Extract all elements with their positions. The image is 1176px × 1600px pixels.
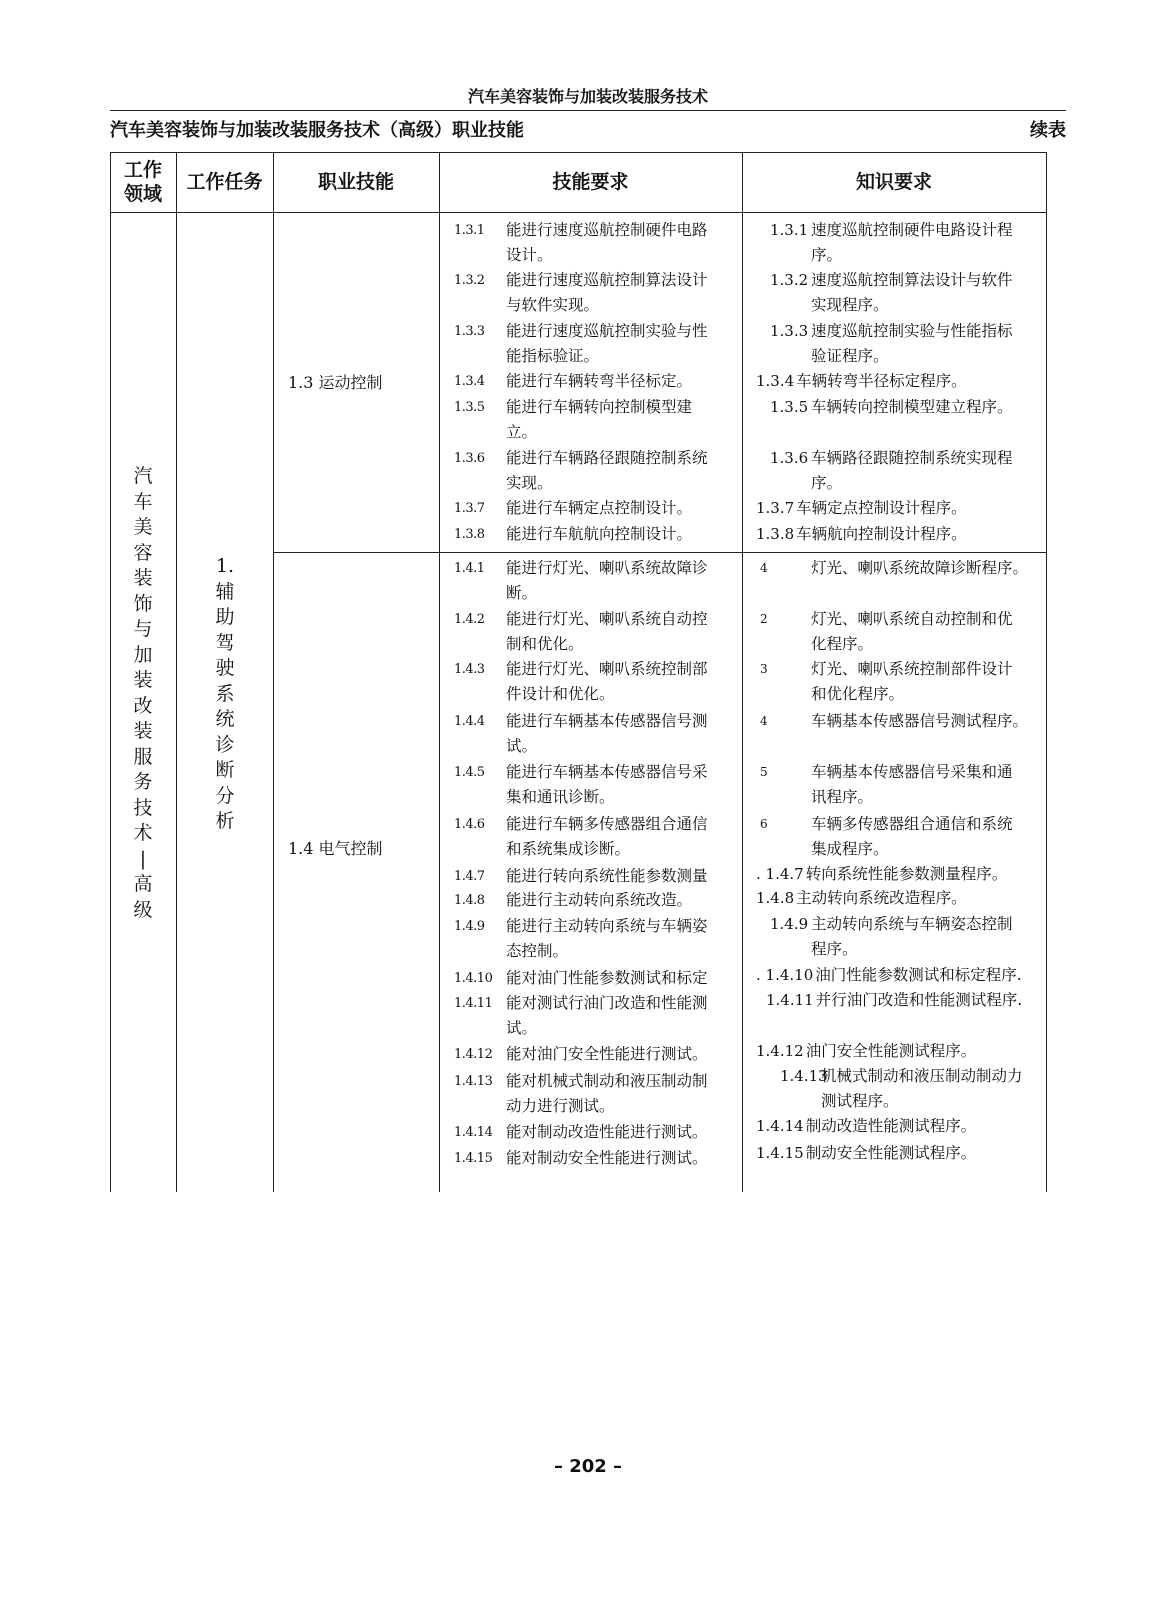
requirement-code: 1.4.1 <box>454 561 485 576</box>
work-domain-char: 服 <box>133 745 153 768</box>
skill-requirement-row <box>454 709 744 759</box>
knowledge-text: 制动安全性能测试程序。 <box>805 1144 977 1162</box>
running-header: 汽车美容装饰与加装改装服务技术 <box>467 87 708 106</box>
knowledge-code: 1.4.12 <box>756 1042 804 1060</box>
knowledge-line: 讯程序。 <box>811 788 874 806</box>
knowledge-code: 1.4.9 <box>770 915 809 933</box>
requirement-line: 能进行车辆路径跟随控制系统 <box>506 449 708 467</box>
work-task-char: 析 <box>215 810 235 832</box>
knowledge-text <box>821 1064 1066 1114</box>
knowledge-code: 1.4.11 <box>766 991 814 1009</box>
requirement-code: 1.4.11 <box>454 996 493 1011</box>
section-divider <box>273 552 1046 553</box>
knowledge-requirement-row <box>756 369 1056 394</box>
work-domain-char: 级 <box>133 898 153 921</box>
knowledge-code: 1.4.14 <box>756 1117 804 1135</box>
requirement-line: 能进行灯光、喇叭系统自动控 <box>506 610 708 628</box>
requirement-text <box>506 319 744 369</box>
knowledge-text <box>811 268 1056 318</box>
knowledge-line: 化程序。 <box>811 635 874 653</box>
requirement-line: 能进行速度巡航控制实验与性 <box>506 322 708 340</box>
requirement-text <box>506 1069 744 1119</box>
skill-requirement-row <box>454 1069 744 1119</box>
requirement-line: 能进行转向系统性能参数测量 <box>506 867 708 885</box>
requirement-line: 能进行主动转向系统与车辆姿 <box>506 917 708 935</box>
work-domain-char: 与 <box>133 618 153 640</box>
requirement-line: 设计。 <box>506 246 553 264</box>
requirement-line: 能进行车辆基本传感器信号采 <box>506 763 708 781</box>
requirement-line: 能进行主动转向系统改造。 <box>506 891 693 909</box>
knowledge-requirement-row <box>756 522 1056 547</box>
knowledge-code: 3 <box>760 662 768 676</box>
work-domain-char: 车 <box>133 490 153 513</box>
knowledge-requirement-row <box>756 912 1056 962</box>
work-domain-char: 饰 <box>133 592 153 615</box>
requirement-code: 1.4.9 <box>454 919 485 934</box>
knowledge-code: 4 <box>760 561 768 575</box>
knowledge-line: 速度巡航控制实验与性能指标 <box>811 322 1013 340</box>
requirement-line: 能对机械式制动和液压制动制 <box>506 1072 708 1090</box>
knowledge-requirement-row <box>756 862 1056 887</box>
requirement-code: 1.3.2 <box>454 273 485 288</box>
requirement-code: 1.4.14 <box>454 1125 493 1140</box>
work-domain-vertical <box>132 464 154 923</box>
requirement-code: 1.3.7 <box>454 501 485 516</box>
knowledge-requirement-row <box>756 657 1056 707</box>
knowledge-requirement-row <box>766 988 1066 1013</box>
requirement-line: 动力进行测试。 <box>506 1097 615 1115</box>
requirement-line: 实现。 <box>506 474 553 492</box>
skill-requirement-row <box>454 319 744 369</box>
work-task-char: 1. <box>215 555 235 577</box>
requirement-line: 能进行车辆定点控制设计。 <box>506 499 693 517</box>
knowledge-text <box>811 218 1056 268</box>
knowledge-code: 1.4.15 <box>756 1144 804 1162</box>
requirement-line: 能进行速度巡航控制算法设计 <box>506 271 708 289</box>
knowledge-code: . 1.4.10 <box>756 966 814 984</box>
work-task-char: 驶 <box>215 657 235 679</box>
skill-requirement-row <box>454 496 744 521</box>
skill-requirement-row <box>454 657 744 707</box>
work-domain-char: 美 <box>133 516 153 538</box>
requirement-line: 断。 <box>506 584 538 602</box>
knowledge-requirement-row <box>756 218 1056 268</box>
requirement-line: 件设计和优化。 <box>506 685 615 703</box>
requirement-text <box>506 760 744 810</box>
requirement-code: 1.4.7 <box>454 869 485 884</box>
requirement-line: 集和通讯诊断。 <box>506 788 615 806</box>
requirement-line: 与软件实现。 <box>506 296 600 314</box>
requirement-line: 能进行车航航向控制设计。 <box>506 525 693 543</box>
requirement-code: 1.4.15 <box>454 1151 493 1166</box>
knowledge-text: 制动改造性能测试程序。 <box>805 1117 977 1135</box>
knowledge-line: 序。 <box>811 474 843 492</box>
skill-requirement-row <box>454 395 744 445</box>
requirement-line: 能对制动改造性能进行测试。 <box>506 1123 708 1141</box>
work-domain-char: 加 <box>133 643 153 666</box>
requirement-code: 1.4.13 <box>454 1074 493 1089</box>
knowledge-text: 转向系统性能参数测量程序。 <box>805 865 1008 883</box>
work-domain-char: 装 <box>133 669 153 691</box>
knowledge-text <box>811 319 1056 369</box>
work-task-char: 系 <box>215 682 235 705</box>
knowledge-requirement-row <box>756 446 1056 496</box>
requirement-line: 能对油门安全性能进行测试。 <box>506 1045 708 1063</box>
skill-requirement-row <box>454 914 744 964</box>
requirement-code: 1.3.8 <box>454 527 485 542</box>
knowledge-requirement-row <box>756 1039 1056 1064</box>
knowledge-text <box>811 657 1056 707</box>
requirement-text <box>506 496 744 521</box>
work-domain-char: 术 <box>133 822 153 844</box>
requirement-text <box>506 991 744 1041</box>
skill-name-1-4: 1.4 电气控制 <box>288 839 383 858</box>
requirement-text <box>506 864 744 889</box>
requirement-line: 能进行车辆多传感器组合通信 <box>506 815 708 833</box>
knowledge-code: 1.3.4 <box>756 372 795 390</box>
requirement-code: 1.4.12 <box>454 1047 493 1062</box>
knowledge-line: 车辆多传感器组合通信和系统 <box>811 815 1013 833</box>
work-domain-char: 汽 <box>133 465 153 487</box>
requirement-line: 态控制。 <box>506 942 569 960</box>
requirement-code: 1.3.6 <box>454 451 485 466</box>
knowledge-requirement-row <box>766 1064 1066 1114</box>
knowledge-code: 1.3.7 <box>756 499 795 517</box>
requirement-code: 1.4.6 <box>454 817 485 832</box>
work-task-char: 助 <box>215 606 235 628</box>
work-task-char: 分 <box>215 784 235 807</box>
knowledge-line: 机械式制动和液压制动制动力 <box>821 1067 1023 1085</box>
skill-requirement-row <box>454 991 744 1041</box>
knowledge-line: 灯光、喇叭系统控制部件设计 <box>811 660 1013 678</box>
requirement-code: 1.3.4 <box>454 374 485 389</box>
skill-requirement-row <box>454 268 744 318</box>
requirement-code: 1.3.1 <box>454 223 485 238</box>
knowledge-text: 油门安全性能测试程序。 <box>805 1042 977 1060</box>
skills-table <box>110 152 1068 1192</box>
requirement-text <box>506 709 744 759</box>
work-domain-char: 装 <box>133 567 153 589</box>
knowledge-line: 集成程序。 <box>811 840 889 858</box>
work-task-char: 诊 <box>215 733 235 756</box>
knowledge-text: 并行油门改造和性能测试程序. <box>815 991 1023 1009</box>
knowledge-line: 灯光、喇叭系统故障诊断程序。 <box>811 559 1029 577</box>
knowledge-line: 车辆基本传感器信号测试程序。 <box>811 712 1029 730</box>
requirement-line: 试。 <box>506 1019 538 1037</box>
requirement-text <box>506 218 744 268</box>
requirement-text <box>506 395 744 445</box>
knowledge-code: 1.3.1 <box>770 221 809 239</box>
requirement-code: 1.4.3 <box>454 662 485 677</box>
skill-requirement-row <box>454 966 744 991</box>
requirement-code: 1.3.5 <box>454 400 485 415</box>
requirement-text <box>506 657 744 707</box>
knowledge-line: 和优化程序。 <box>811 685 905 703</box>
requirement-line: 能进行车辆转弯半径标定。 <box>506 372 693 390</box>
work-domain-char: 务 <box>133 771 153 793</box>
knowledge-requirement-row <box>756 886 1056 911</box>
header-row-divider <box>110 212 1046 213</box>
requirement-text <box>506 556 744 606</box>
knowledge-text <box>811 395 1056 420</box>
knowledge-code: 2 <box>760 612 768 626</box>
requirement-text <box>506 914 744 964</box>
requirement-text <box>506 522 744 547</box>
knowledge-line: 验证程序。 <box>811 347 889 365</box>
col-divider-3 <box>439 152 440 1192</box>
requirement-text <box>506 607 744 657</box>
requirement-text <box>506 966 744 991</box>
knowledge-requirement-row <box>756 556 1056 581</box>
work-domain-char: 改 <box>133 694 153 717</box>
header-work-task: 工作任务 <box>186 171 263 193</box>
work-domain-char: | <box>139 847 147 870</box>
table-border-left <box>110 152 111 1192</box>
requirement-line: 试。 <box>506 737 538 755</box>
knowledge-code: 1.3.3 <box>770 322 809 340</box>
work-domain-char: 技 <box>133 796 153 819</box>
knowledge-text <box>811 607 1056 657</box>
work-task-char: 辅 <box>215 580 235 603</box>
knowledge-code: 1.3.8 <box>756 525 795 543</box>
skill-requirement-row <box>454 888 744 913</box>
work-task-char: 断 <box>215 759 235 781</box>
knowledge-line: 序。 <box>811 246 843 264</box>
work-task-vertical <box>210 554 240 835</box>
requirement-code: 1.4.2 <box>454 612 485 627</box>
work-task-char: 驾 <box>215 631 235 654</box>
requirement-line: 立。 <box>506 423 538 441</box>
skill-requirement-row <box>454 556 744 606</box>
knowledge-line: 实现程序。 <box>811 296 889 314</box>
knowledge-code: 1.4.8 <box>756 889 795 907</box>
knowledge-line: 车辆基本传感器信号采集和通 <box>811 763 1013 781</box>
knowledge-text <box>811 709 1056 734</box>
skill-requirement-row <box>454 522 744 547</box>
header-knowledge-requirements: 知识要求 <box>855 171 932 193</box>
knowledge-requirement-row <box>756 963 1056 988</box>
knowledge-requirement-row <box>756 1114 1056 1139</box>
skill-requirement-row <box>454 864 744 889</box>
knowledge-text: 车辆转弯半径标定程序。 <box>796 372 967 390</box>
work-domain-char: 容 <box>133 541 153 564</box>
skill-requirement-row <box>454 607 744 657</box>
knowledge-requirement-row <box>756 496 1056 521</box>
knowledge-line: 测试程序。 <box>821 1092 899 1110</box>
skill-requirement-row <box>454 812 744 862</box>
skill-requirement-row <box>454 1120 744 1145</box>
knowledge-code: 1.3.2 <box>770 271 809 289</box>
requirement-line: 能进行速度巡航控制硬件电路 <box>506 221 708 239</box>
requirement-text <box>506 1042 744 1067</box>
knowledge-text <box>811 446 1056 496</box>
knowledge-requirement-row <box>756 395 1056 420</box>
page-number: – 202 – <box>553 1456 623 1477</box>
knowledge-requirement-row <box>756 812 1056 862</box>
requirement-text <box>506 268 744 318</box>
requirement-text <box>506 1120 744 1145</box>
requirement-code: 1.3.3 <box>454 324 485 339</box>
knowledge-text: 油门性能参数测试和标定程序. <box>815 966 1022 984</box>
work-domain-char: 高 <box>133 873 153 895</box>
knowledge-text <box>811 912 1056 962</box>
requirement-line: 和系统集成诊断。 <box>506 840 631 858</box>
knowledge-line: 主动转向系统与车辆姿态控制 <box>811 915 1013 933</box>
skill-requirement-row <box>454 1042 744 1067</box>
skill-requirement-row <box>454 446 744 496</box>
knowledge-code: 1.4.13 <box>780 1067 828 1085</box>
knowledge-text <box>811 556 1056 581</box>
requirement-text <box>506 1146 744 1171</box>
knowledge-requirement-row <box>756 319 1056 369</box>
knowledge-requirement-row <box>756 760 1056 810</box>
knowledge-code: 1.3.5 <box>770 398 809 416</box>
requirement-line: 能对制动安全性能进行测试。 <box>506 1149 708 1167</box>
knowledge-line: 车辆转向控制模型建立程序。 <box>811 398 1013 416</box>
header-work-domain-text: 工作领域 <box>123 159 162 205</box>
col-divider-2 <box>273 152 274 1192</box>
knowledge-requirement-row <box>756 709 1056 734</box>
requirement-line: 能对油门性能参数测试和标定 <box>506 969 708 987</box>
requirement-text <box>506 812 744 862</box>
requirement-line: 制和优化。 <box>506 635 584 653</box>
knowledge-text: 车辆航向控制设计程序。 <box>796 525 967 543</box>
knowledge-text: 车辆定点控制设计程序。 <box>796 499 967 517</box>
header-skill-requirements: 技能要求 <box>552 171 629 193</box>
knowledge-text <box>811 812 1056 862</box>
requirement-line: 能进行车辆基本传感器信号测 <box>506 712 708 730</box>
requirement-line: 能指标验证。 <box>506 347 600 365</box>
requirement-code: 1.4.10 <box>454 971 493 986</box>
knowledge-code: 6 <box>760 817 768 831</box>
knowledge-line: 灯光、喇叭系统自动控制和优 <box>811 610 1013 628</box>
requirement-line: 能对测试行油门改造和性能测 <box>506 994 708 1012</box>
knowledge-line: 速度巡航控制硬件电路设计程 <box>811 221 1013 239</box>
table-title: 汽车美容装饰与加装改装服务技术（高级）职业技能 <box>110 120 524 141</box>
knowledge-code: 4 <box>760 714 768 728</box>
knowledge-code: . 1.4.7 <box>756 865 804 883</box>
requirement-text <box>506 369 744 394</box>
skill-name-1-3: 1.3 运动控制 <box>288 373 383 392</box>
header-work-domain <box>110 152 176 212</box>
requirement-code: 1.4.8 <box>454 893 485 908</box>
header-skill: 职业技能 <box>317 171 394 193</box>
requirement-line: 能进行灯光、喇叭系统故障诊 <box>506 559 708 577</box>
knowledge-text <box>811 760 1056 810</box>
work-domain-char: 装 <box>133 720 153 742</box>
requirement-code: 1.4.4 <box>454 714 485 729</box>
work-task-char: 统 <box>215 708 235 730</box>
continued-label: 续表 <box>1030 120 1066 141</box>
header-rule <box>110 110 1066 111</box>
requirement-text <box>506 446 744 496</box>
knowledge-line: 车辆路径跟随控制系统实现程 <box>811 449 1013 467</box>
requirement-text <box>506 888 744 913</box>
knowledge-code: 1.3.6 <box>770 449 809 467</box>
requirement-line: 能进行车辆转向控制模型建 <box>506 398 693 416</box>
skill-requirement-row <box>454 760 744 810</box>
requirement-code: 1.4.5 <box>454 765 485 780</box>
skill-requirement-row <box>454 369 744 394</box>
knowledge-requirement-row <box>756 268 1056 318</box>
skill-requirement-row <box>454 218 744 268</box>
knowledge-line: 程序。 <box>811 940 858 958</box>
requirement-line: 能进行灯光、喇叭系统控制部 <box>506 660 708 678</box>
col-divider-1 <box>176 152 177 1192</box>
knowledge-requirement-row <box>756 607 1056 657</box>
knowledge-line: 速度巡航控制算法设计与软件 <box>811 271 1013 289</box>
knowledge-text: 主动转向系统改造程序。 <box>796 889 967 907</box>
knowledge-requirement-row <box>756 1141 1056 1166</box>
knowledge-code: 5 <box>760 765 768 779</box>
skill-requirement-row <box>454 1146 744 1171</box>
